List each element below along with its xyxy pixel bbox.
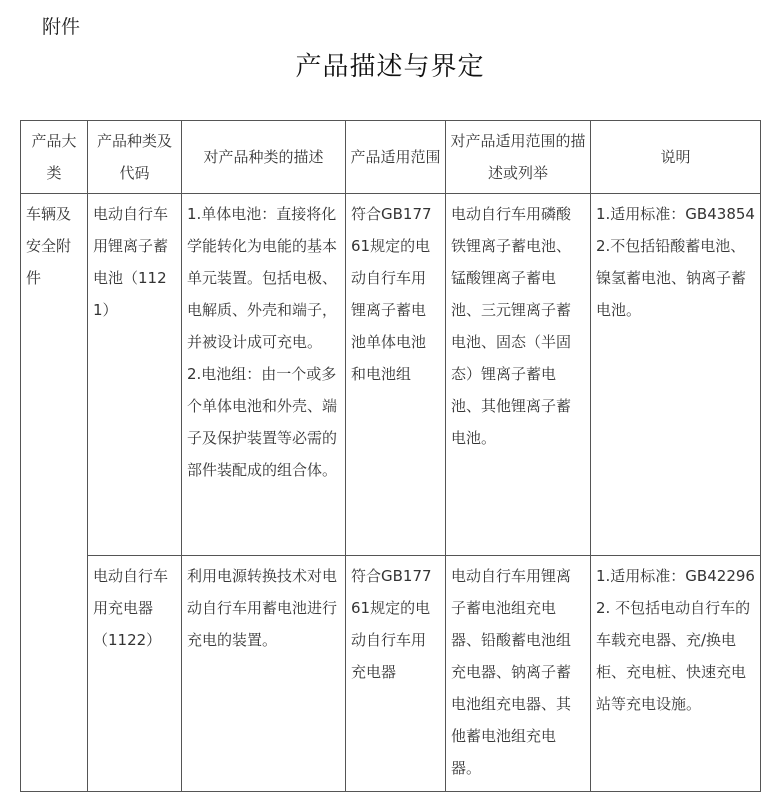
scope-detail-cell: 电动自行车用锂离子蓄电池组充电器、铅酸蓄电池组充电器、钠离子蓄电池组充电器、其他蓄电池组充电器。 [446, 556, 591, 792]
scope-cell: 符合GB17761规定的电动自行车用充电器 [346, 556, 446, 792]
notes-cell [591, 194, 761, 556]
product-type-cell: 电动自行车用充电器（1122） [88, 556, 182, 792]
product-type-cell: 电动自行车用锂离子蓄电池（1121） [88, 194, 182, 556]
description-item: 利用电源转换技术对电动自行车用蓄电池进行充电的装置。 [187, 567, 338, 649]
scope-cell: 符合GB17761规定的电动自行车用锂离子蓄电池单体电池和电池组 [346, 194, 446, 556]
table-row [21, 556, 761, 792]
note-item: 2. 不包括电动自行车的车载充电器、充/换电柜、充电桩、快速充电站等充电设施。 [596, 599, 751, 713]
note-item: 1.适用标准：GB43854 [596, 205, 755, 223]
header-scope-description: 对产品适用范围的描述或列举 [446, 121, 591, 194]
header-notes: 说明 [591, 121, 761, 194]
scope-detail-cell: 电动自行车用磷酸铁锂离子蓄电池、锰酸锂离子蓄电池、三元锂离子蓄电池、固态（半固态）锂离子蓄电池、其他锂离子蓄电池。 [446, 194, 591, 556]
description-cell [182, 194, 346, 556]
notes-cell [591, 556, 761, 792]
note-item: 1.适用标准：GB42296 [596, 567, 755, 585]
description-item: 2.电池组：由一个或多个单体电池和外壳、端子及保护装置等必需的部件装配成的组合体。 [187, 365, 338, 479]
category-cell: 车辆及安全附件 [21, 194, 88, 792]
note-item: 2.不包括铅酸蓄电池、镍氢蓄电池、钠离子蓄电池。 [596, 237, 747, 319]
table-row [21, 194, 761, 556]
document-title: 产品描述与界定 [295, 52, 485, 82]
header-applicable-scope: 产品适用范围 [346, 121, 446, 194]
header-product-category: 产品大类 [21, 121, 88, 194]
product-definition-table [20, 120, 761, 792]
attachment-label: 附件 [42, 16, 81, 38]
description-item: 1.单体电池：直接将化学能转化为电能的基本单元装置。包括电极、电解质、外壳和端子，并被设计成可充电。 [187, 205, 338, 351]
header-product-type-code: 产品种类及代码 [88, 121, 182, 194]
description-cell [182, 556, 346, 792]
table-header-row [21, 121, 761, 194]
header-type-description: 对产品种类的描述 [182, 121, 346, 194]
